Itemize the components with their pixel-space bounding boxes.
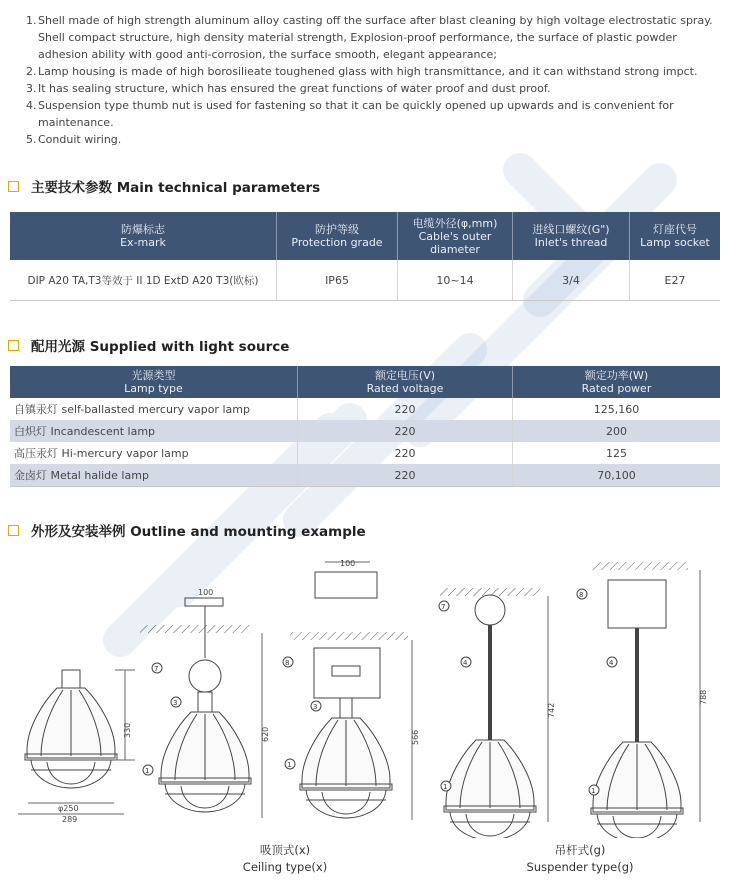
ceiling-type-figure-b bbox=[283, 559, 420, 820]
feature-item: 3. It has sealing structure, which has ensured the great functions of water proof and dust proof. bbox=[26, 82, 551, 95]
table-cell: 70,100 bbox=[513, 464, 721, 487]
dimension-label: 289 bbox=[62, 815, 78, 824]
dimension-label: 788 bbox=[699, 689, 708, 705]
table-row bbox=[10, 260, 720, 301]
parameters-table bbox=[10, 212, 720, 301]
dimension-label: φ250 bbox=[58, 804, 79, 813]
callout-label: 4 bbox=[463, 659, 468, 667]
section-title-parameters: 主要技术参数 Main technical parameters bbox=[8, 176, 320, 196]
table-cell: 220 bbox=[298, 420, 513, 442]
table-row bbox=[10, 464, 720, 487]
table-cell: IP65 bbox=[277, 260, 398, 301]
bullet-square-icon bbox=[8, 340, 19, 351]
table-cell: 白炽灯 Incandescent lamp bbox=[10, 420, 298, 442]
ceiling-type-figure-a bbox=[140, 588, 270, 818]
suspender-type-figure-b bbox=[577, 562, 708, 838]
callout-label: 8 bbox=[285, 659, 290, 667]
table-header-row bbox=[10, 212, 720, 260]
callout-label: 7 bbox=[154, 665, 159, 673]
table-cell: 3/4 bbox=[513, 260, 630, 301]
table-cell: 自镇汞灯 self-ballasted mercury vapor lamp bbox=[10, 398, 298, 420]
callout-label: 7 bbox=[441, 603, 446, 611]
table-row bbox=[10, 398, 720, 420]
table-cell: DIP A20 TA,T3等效于 II 1D ExtD A20 T3(欧标) bbox=[10, 260, 277, 301]
feature-item: 2. Lamp housing is made of high borosilieate toughened glass with high transmittance, and it can withstand strong impct. bbox=[26, 65, 698, 78]
table-cell: 220 bbox=[298, 464, 513, 487]
table-header-cell: 进线口螺纹(G") Inlet's thread bbox=[513, 212, 630, 260]
suspender-type-figure-a bbox=[439, 588, 556, 838]
table-row bbox=[10, 442, 720, 464]
table-cell: 220 bbox=[298, 398, 513, 420]
dimension-label: 100 bbox=[198, 588, 214, 597]
callout-label: 1 bbox=[591, 787, 596, 795]
table-header-cell: 光源类型 Lamp type bbox=[10, 366, 298, 398]
bullet-square-icon bbox=[8, 525, 19, 536]
callout-label: 4 bbox=[609, 659, 614, 667]
table-cell: E27 bbox=[630, 260, 721, 301]
table-cell: 220 bbox=[298, 442, 513, 464]
feature-item: 5. Conduit wiring. bbox=[26, 133, 122, 146]
dimension-label: 566 bbox=[411, 729, 420, 745]
callout-label: 1 bbox=[287, 761, 292, 769]
table-header-cell: 电缆外径(φ,mm) Cable's outer diameter bbox=[398, 212, 513, 260]
section-title-light-source: 配用光源 Supplied with light source bbox=[8, 335, 289, 355]
table-cell: 125,160 bbox=[593, 402, 640, 416]
feature-item: 1. Shell made of high strength aluminum alloy casting off the surface after blast cleaning by high voltage electrostatic spray. Shell compact structure, high density material strength, Explosion-proof performance, the surface of plastic powder adhesion ability with good anti-corrosion, the surface smooth, elegant appearance; bbox=[26, 14, 713, 61]
dimension-label: 100 bbox=[340, 559, 356, 568]
table-header-cell: 灯座代号 Lamp socket bbox=[630, 212, 721, 260]
caption-ceiling-type: 吸顶式(x) Ceiling type(x) bbox=[242, 843, 328, 874]
section-title-outline: 外形及安装举例 Outline and mounting example bbox=[8, 520, 366, 540]
dimension-label: 330 bbox=[123, 722, 132, 738]
table-header-cell: 防爆标志 Ex-mark bbox=[10, 212, 277, 260]
caption-suspender-type: 吊杆式(g) Suspender type(g) bbox=[526, 843, 634, 874]
feature-item: 4. Suspension type thumb nut is used for fastening so that it can be quickly opened up upwards and is convenient for maintenance. bbox=[26, 99, 674, 129]
bullet-square-icon bbox=[8, 181, 19, 192]
table-header-cell: 额定电压(V) Rated voltage bbox=[298, 366, 513, 398]
table-row bbox=[10, 420, 720, 442]
table-header-cell: 防护等级 Protection grade bbox=[277, 212, 398, 260]
light-source-table bbox=[10, 366, 720, 487]
callout-label: 8 bbox=[579, 591, 584, 599]
table-header-cell: 额定功率(W) Rated power bbox=[513, 366, 721, 398]
table-cell: 高压汞灯 Hi-mercury vapor lamp bbox=[10, 442, 298, 464]
dimension-label: 742 bbox=[547, 702, 556, 718]
callout-label: 1 bbox=[443, 783, 448, 791]
table-cell: 10~14 bbox=[398, 260, 513, 301]
outline-drawing bbox=[0, 552, 730, 838]
callout-label: 3 bbox=[173, 699, 178, 707]
dimension-label: 620 bbox=[261, 726, 270, 742]
table-cell: 200 bbox=[513, 420, 721, 442]
callout-label: 1 bbox=[145, 767, 150, 775]
feature-list bbox=[26, 12, 726, 148]
table-cell: 金卤灯 Metal halide lamp bbox=[10, 464, 298, 487]
table-cell: 125 bbox=[606, 446, 627, 460]
lamp-outline-figure bbox=[18, 670, 135, 824]
callout-label: 3 bbox=[313, 703, 318, 711]
table-header-row bbox=[10, 366, 720, 398]
